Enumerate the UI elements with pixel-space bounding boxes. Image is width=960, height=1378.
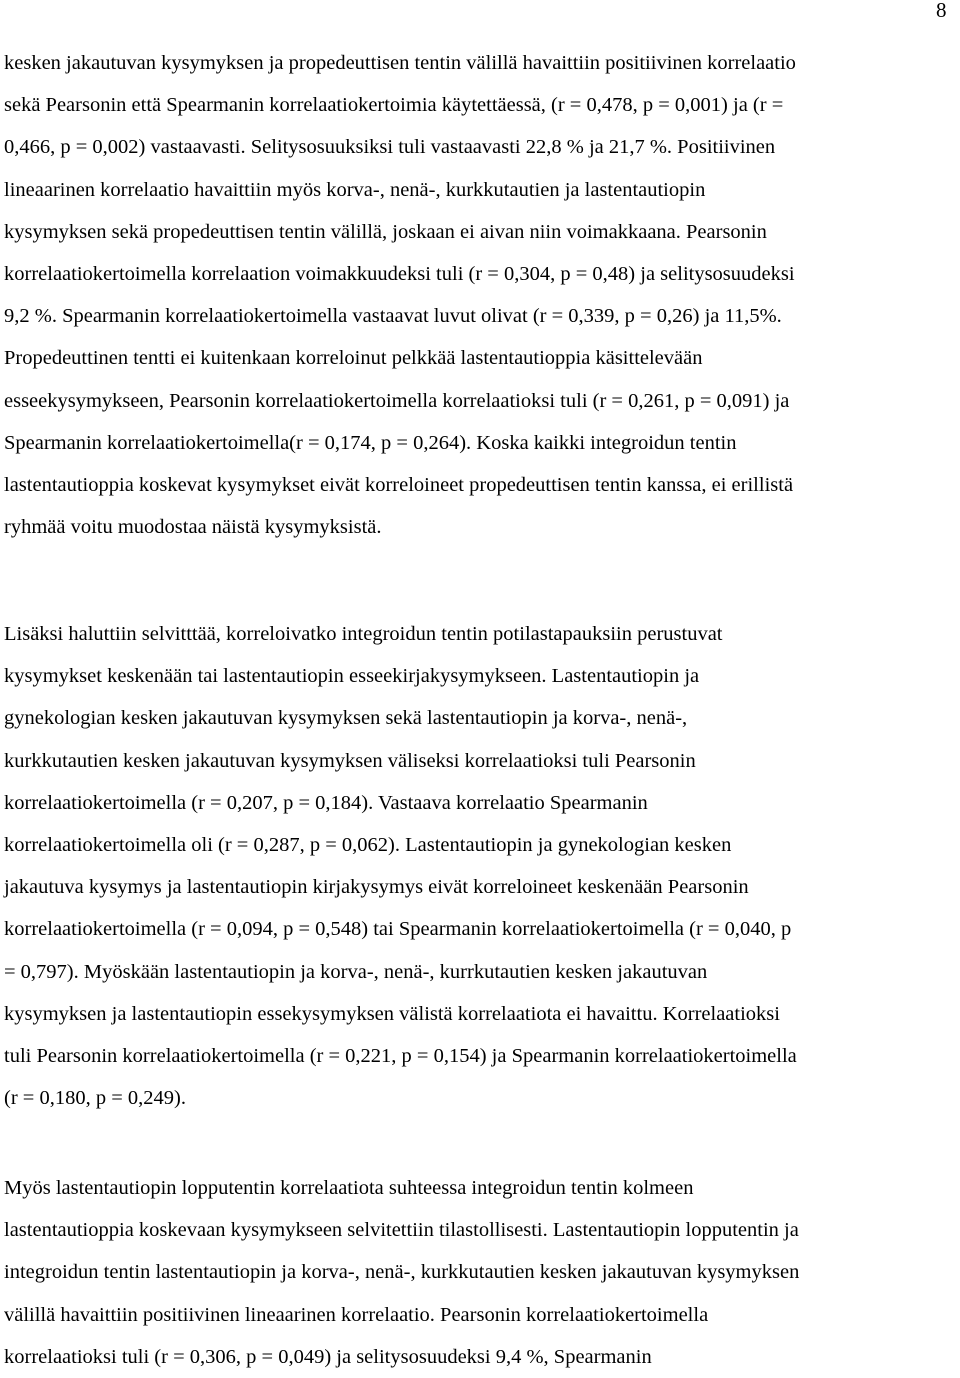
text-line: esseekysymykseen, Pearsonin korrelaatiokertoimella korrelaatioksi tuli (r = 0,261, p = 0,091) ja: [4, 389, 790, 412]
text-line: sekä Pearsonin että Spearmanin korrelaatiokertoimia käytettäessä, (r = 0,478, p = 0,001) ja (r =: [4, 94, 784, 117]
text-line: lastentautioppia koskevaan kysymykseen selvitettiin tilastollisesti. Lastentautiopin lopputentin ja: [4, 1219, 799, 1242]
text-line: lineaarinen korrelaatio havaittiin myös korva-, nenä-, kurkkutautien ja lastentautiopin: [4, 178, 706, 201]
text-line: korrelaatiokertoimella korrelaation voimakkuudeksi tuli (r = 0,304, p = 0,48) ja selitysosuudeksi: [4, 263, 795, 286]
page-number: 8: [936, 0, 947, 22]
text-line: Propedeuttinen tentti ei kuitenkaan korreloinut pelkkää lastentautioppia käsittelevään: [4, 347, 703, 370]
text-line: tuli Pearsonin korrelaatiokertoimella (r = 0,221, p = 0,154) ja Spearmanin korrelaatiokertoimella: [4, 1045, 797, 1068]
text-line: kurkkutautien kesken jakautuvan kysymyksen väliseksi korrelaatioksi tuli Pearsonin: [4, 749, 696, 772]
paragraph-1: [4, 42, 959, 548]
text-line: lastentautioppia koskevat kysymykset eivät korreloineet propedeuttisen tentin kanssa, ei erillistä: [4, 474, 794, 497]
text-line: ryhmää voitu muodostaa näistä kysymyksistä.: [4, 516, 382, 539]
text-line: kysymyksen ja lastentautiopin essekysymyksen välistä korrelaatiota ei havaittu. Korrelaatioksi: [4, 1002, 780, 1025]
paragraph-3: [4, 1167, 959, 1378]
text-line: korrelaatiokertoimella (r = 0,207, p = 0,184). Vastaava korrelaatio Spearmanin: [4, 791, 648, 814]
text-line: (r = 0,180, p = 0,249).: [4, 1087, 186, 1110]
text-line: välillä havaittiin positiivinen lineaarinen korrelaatio. Pearsonin korrelaatiokertoimella: [4, 1303, 709, 1326]
text-line: korrelaatioksi tuli (r = 0,306, p = 0,049) ja selitysosuudeksi 9,4 %, Spearmanin: [4, 1345, 652, 1368]
text-line: gynekologian kesken jakautuvan kysymyksen sekä lastentautiopin ja korva-, nenä-,: [4, 707, 688, 730]
text-line: = 0,797). Myöskään lastentautiopin ja korva-, nenä-, kurrkutautien kesken jakautuvan: [4, 960, 708, 983]
text-line: jakautuva kysymys ja lastentautiopin kirjakysymys eivät korreloineet keskenään Pearsonin: [4, 876, 749, 899]
text-line: integroidun tentin lastentautiopin ja korva-, nenä-, kurkkutautien kesken jakautuvan kysymyksen: [4, 1261, 800, 1284]
paragraph-2: [4, 613, 959, 1119]
text-line: 0,466, p = 0,002) vastaavasti. Selitysosuuksiksi tuli vastaavasti 22,8 % ja 21,7 %. Positiivinen: [4, 136, 776, 159]
text-line: Myös lastentautiopin lopputentin korrelaatiota suhteessa integroidun tentin kolmeen: [4, 1177, 694, 1199]
text-line: korrelaatiokertoimella oli (r = 0,287, p = 0,062). Lastentautiopin ja gynekologian kesken: [4, 834, 732, 857]
text-line: Spearmanin korrelaatiokertoimella(r = 0,174, p = 0,264). Koska kaikki integroidun tentin: [4, 431, 737, 454]
text-line: kysymyksen sekä propedeuttisen tentin välillä, joskaan ei aivan niin voimakkaana. Pearsonin: [4, 220, 767, 243]
text-line: 9,2 %. Spearmanin korrelaatiokertoimella vastaavat luvut olivat (r = 0,339, p = 0,26) ja 11,5%.: [4, 305, 782, 328]
text-line: korrelaatiokertoimella (r = 0,094, p = 0,548) tai Spearmanin korrelaatiokertoimella (r = 0,040, p: [4, 918, 792, 941]
text-line: kesken jakautuvan kysymyksen ja propedeuttisen tentin välillä havaittiin positiivinen korrelaatio: [4, 52, 796, 74]
text-line: kysymykset keskenään tai lastentautiopin esseekirjakysymykseen. Lastentautiopin ja: [4, 665, 700, 688]
text-line: Lisäksi haluttiin selvitttää, korreloivatko integroidun tentin potilastapauksiin perustuvat: [4, 623, 723, 645]
